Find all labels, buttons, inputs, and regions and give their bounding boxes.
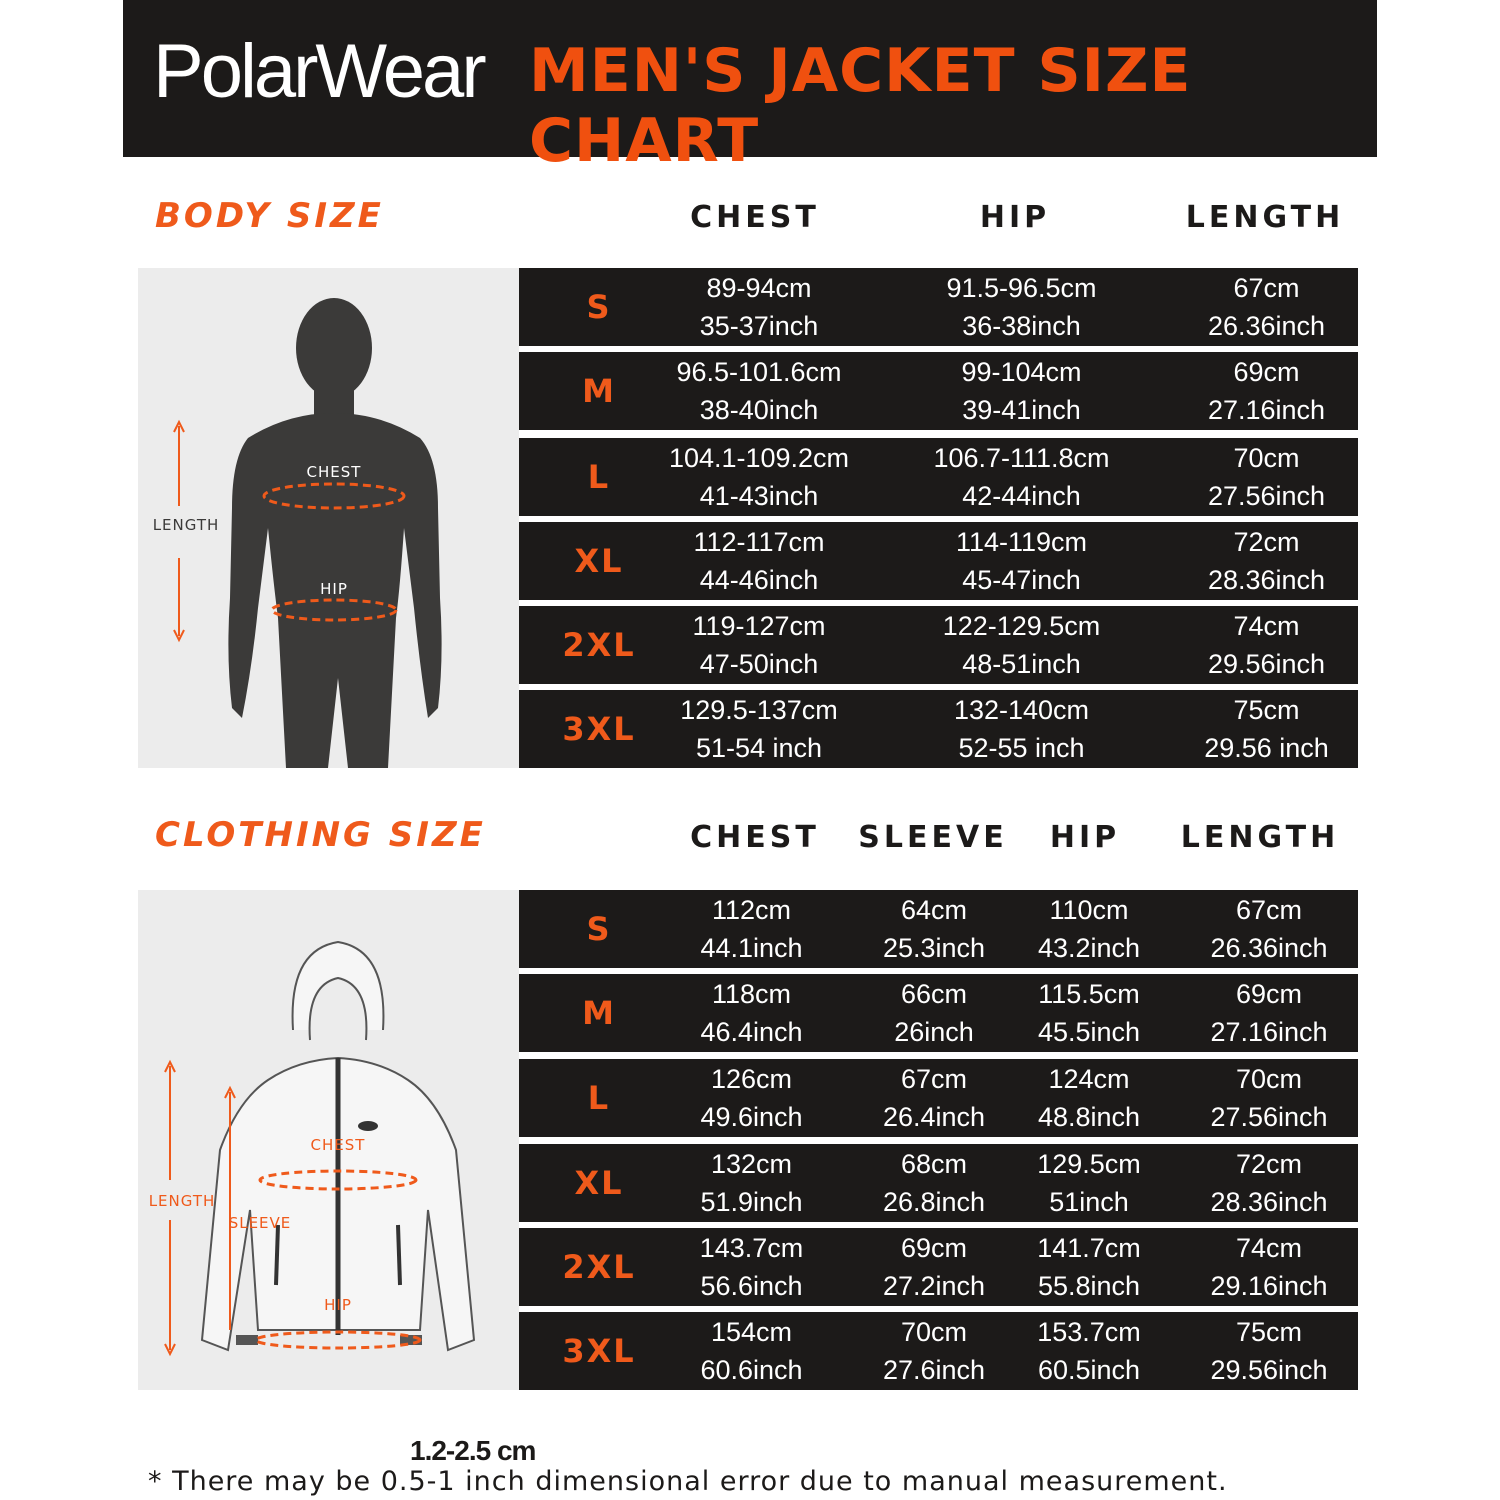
chest-cell (649, 522, 869, 600)
table-row (519, 522, 1358, 600)
length-cm: 69cm (1233, 357, 1300, 387)
sleeve-cm: 70cm (900, 1317, 968, 1347)
tolerance-note: 1.2-2.5 cm (410, 1435, 536, 1466)
table-row (519, 1312, 1358, 1390)
jacket-figure-length-label: LENGTH (148, 1192, 216, 1210)
sleeve-inch: 26.8inch (882, 1187, 986, 1217)
length-cell (1159, 352, 1374, 430)
length-cm: 69cm (1235, 979, 1303, 1009)
body-size-title: BODY SIZE (155, 196, 384, 236)
table-row (519, 974, 1358, 1052)
jacket-figure-chest-label: CHEST (310, 1136, 366, 1154)
sleeve-inch: 27.6inch (882, 1355, 986, 1385)
hip-cell (914, 690, 1129, 768)
chest-cell (669, 1144, 834, 1222)
length-cell (1159, 438, 1374, 516)
hip-cell (1014, 1144, 1164, 1222)
length-inch: 28.36inch (1210, 1187, 1328, 1217)
hip-inch: 45.5inch (1037, 1017, 1141, 1047)
sleeve-cm: 67cm (900, 1064, 968, 1094)
body-figure-length-label: LENGTH (152, 516, 220, 534)
jacket-figure-panel (138, 890, 519, 1390)
hip-cm: 91.5-96.5cm (946, 273, 1097, 303)
sleeve-cm: 66cm (900, 979, 968, 1009)
chest-inch: 38-40inch (699, 395, 819, 425)
chest-inch: 35-37inch (699, 311, 819, 341)
size-label: L (587, 458, 611, 496)
chest-cell (669, 1059, 834, 1137)
size-label: XL (574, 542, 624, 580)
chest-cell (649, 352, 869, 430)
length-cell (1184, 1144, 1354, 1222)
chest-cell (669, 1228, 834, 1306)
length-cell (1159, 522, 1374, 600)
chest-cell (649, 438, 869, 516)
chest-cell (669, 890, 834, 968)
hip-cm: 106.7-111.8cm (933, 443, 1110, 473)
size-label: 3XL (562, 1332, 636, 1370)
sleeve-cell (854, 974, 1014, 1052)
hip-cm: 110cm (1049, 895, 1129, 925)
hip-inch: 42-44inch (962, 481, 1081, 511)
sleeve-cell (854, 1312, 1014, 1390)
hip-inch: 60.5inch (1037, 1355, 1141, 1385)
hip-inch: 36-38inch (962, 311, 1081, 341)
size-label: M (582, 994, 616, 1032)
length-inch: 29.16inch (1210, 1271, 1328, 1301)
length-cm: 75cm (1233, 695, 1300, 725)
hip-cell (914, 268, 1129, 346)
table-row (519, 438, 1358, 516)
hip-cell (914, 438, 1129, 516)
chest-inch: 56.6inch (700, 1271, 803, 1301)
chest-cm: 112cm (711, 895, 792, 925)
hip-cm: 115.5cm (1038, 979, 1140, 1009)
length-cm: 74cm (1235, 1233, 1303, 1263)
jacket-figure-hip-label: HIP (324, 1296, 352, 1314)
chest-inch: 47-50inch (699, 649, 819, 679)
chest-inch: 44-46inch (699, 565, 819, 595)
table-row (519, 1228, 1358, 1306)
length-cell (1184, 1059, 1354, 1137)
chest-inch: 49.6inch (700, 1102, 803, 1132)
sleeve-cm: 64cm (900, 895, 968, 925)
chest-cell (649, 606, 869, 684)
chest-cm: 126cm (710, 1064, 793, 1094)
length-inch: 29.56 inch (1204, 733, 1329, 763)
size-label: S (586, 910, 612, 948)
length-inch: 29.56inch (1207, 649, 1326, 679)
hip-cm: 141.7cm (1037, 1233, 1141, 1263)
sleeve-inch: 26inch (894, 1017, 974, 1047)
length-cm: 70cm (1235, 1064, 1303, 1094)
length-cell (1184, 1312, 1354, 1390)
table-row (519, 1144, 1358, 1222)
hip-cm: 122-129.5cm (942, 611, 1101, 641)
body-col-length: LENGTH (1185, 200, 1345, 235)
length-cm: 75cm (1235, 1317, 1303, 1347)
length-cell (1159, 606, 1374, 684)
length-cell (1184, 974, 1354, 1052)
chest-inch: 46.4inch (700, 1017, 803, 1047)
chest-inch: 51.9inch (700, 1187, 803, 1217)
chest-cell (649, 268, 869, 346)
hip-cell (1014, 890, 1164, 968)
table-row (519, 1059, 1358, 1137)
hip-inch: 55.8inch (1037, 1271, 1141, 1301)
clothing-col-length: LENGTH (1180, 820, 1340, 855)
length-cell (1184, 890, 1354, 968)
size-label: S (586, 288, 612, 326)
chest-inch: 51-54 inch (695, 733, 823, 763)
body-figure-hip-label: HIP (320, 580, 348, 598)
length-inch: 28.36inch (1207, 565, 1326, 595)
sleeve-cell (854, 890, 1014, 968)
jacket-figure-sleeve-label: SLEEVE (228, 1214, 292, 1232)
length-cm: 70cm (1233, 443, 1300, 473)
chart-title: MEN'S JACKET SIZE CHART (529, 36, 1192, 176)
table-row (519, 890, 1358, 968)
measurement-footnote: * There may be 0.5-1 inch dimensional error due to manual measurement. (148, 1466, 1228, 1497)
chest-cm: 112-117cm (693, 527, 825, 557)
chest-cell (669, 1312, 834, 1390)
hip-cm: 129.5cm (1037, 1149, 1141, 1179)
body-silhouette-illustration (138, 268, 519, 768)
hip-cell (1014, 974, 1164, 1052)
hip-cm: 153.7cm (1037, 1317, 1141, 1347)
hip-inch: 51inch (1049, 1187, 1129, 1217)
brand-name: PolarWear (153, 29, 484, 114)
size-label: 2XL (562, 626, 636, 664)
size-label: M (582, 372, 616, 410)
chest-cell (669, 974, 834, 1052)
sleeve-inch: 26.4inch (882, 1102, 986, 1132)
chest-cm: 129.5-137cm (680, 695, 838, 725)
clothing-col-hip: HIP (1049, 820, 1121, 855)
length-inch: 26.36inch (1207, 311, 1326, 341)
length-cm: 72cm (1233, 527, 1300, 557)
chest-cm: 118cm (711, 979, 792, 1009)
hip-cell (1014, 1228, 1164, 1306)
table-row (519, 352, 1358, 430)
table-row (519, 268, 1358, 346)
length-cm: 67cm (1235, 895, 1303, 925)
hip-inch: 48.8inch (1037, 1102, 1141, 1132)
length-cell (1159, 690, 1374, 768)
jacket-line-illustration (138, 890, 519, 1390)
chest-cm: 119-127cm (692, 611, 826, 641)
length-cm: 72cm (1235, 1149, 1303, 1179)
hip-cm: 114-119cm (955, 527, 1088, 557)
hip-cm: 99-104cm (961, 357, 1082, 387)
length-cm: 67cm (1233, 273, 1300, 303)
length-inch: 27.16inch (1210, 1017, 1328, 1047)
size-label: L (587, 1079, 611, 1117)
sleeve-cell (854, 1059, 1014, 1137)
chest-cm: 143.7cm (699, 1233, 804, 1263)
hip-cell (914, 522, 1129, 600)
sleeve-inch: 27.2inch (882, 1271, 986, 1301)
hip-cell (914, 606, 1129, 684)
size-label: 3XL (562, 710, 636, 748)
hip-cell (914, 352, 1129, 430)
length-inch: 27.56inch (1210, 1102, 1328, 1132)
length-inch: 26.36inch (1210, 933, 1328, 963)
table-row (519, 606, 1358, 684)
sleeve-cm: 69cm (900, 1233, 968, 1263)
chest-inch: 60.6inch (700, 1355, 803, 1385)
sleeve-cm: 68cm (900, 1149, 968, 1179)
sleeve-cell (854, 1228, 1014, 1306)
hip-inch: 48-51inch (962, 649, 1081, 679)
length-cell (1184, 1228, 1354, 1306)
clothing-col-chest: CHEST (690, 820, 820, 855)
chest-cm: 89-94cm (706, 273, 812, 303)
hip-inch: 39-41inch (962, 395, 1081, 425)
table-row (519, 690, 1358, 768)
length-inch: 27.56inch (1207, 481, 1326, 511)
chest-cm: 132cm (710, 1149, 793, 1179)
sleeve-cell (854, 1144, 1014, 1222)
chest-inch: 44.1inch (700, 933, 803, 963)
hip-cm: 124cm (1048, 1064, 1130, 1094)
length-cell (1159, 268, 1374, 346)
sleeve-inch: 25.3inch (882, 933, 986, 963)
length-inch: 29.56inch (1210, 1355, 1328, 1385)
clothing-col-sleeve: SLEEVE (858, 820, 1008, 855)
body-figure-panel (138, 268, 519, 768)
chest-inch: 41-43inch (699, 481, 819, 511)
header-banner (123, 0, 1377, 176)
size-label: 2XL (562, 1248, 636, 1286)
body-col-hip: HIP (979, 200, 1051, 235)
hip-cm: 132-140cm (953, 695, 1090, 725)
chest-cm: 96.5-101.6cm (676, 357, 842, 387)
hip-cell (1014, 1059, 1164, 1137)
hip-cell (1014, 1312, 1164, 1390)
chest-cm: 104.1-109.2cm (668, 443, 850, 473)
length-inch: 27.16inch (1207, 395, 1326, 425)
body-col-chest: CHEST (690, 200, 820, 235)
hip-inch: 52-55 inch (958, 733, 1085, 763)
body-figure-chest-label: CHEST (306, 463, 362, 481)
size-label: XL (574, 1164, 624, 1202)
length-cm: 74cm (1233, 611, 1300, 641)
chest-cm: 154cm (710, 1317, 793, 1347)
clothing-size-title: CLOTHING SIZE (155, 815, 486, 855)
chest-cell (649, 690, 869, 768)
hip-inch: 43.2inch (1037, 933, 1141, 963)
hip-inch: 45-47inch (962, 565, 1081, 595)
